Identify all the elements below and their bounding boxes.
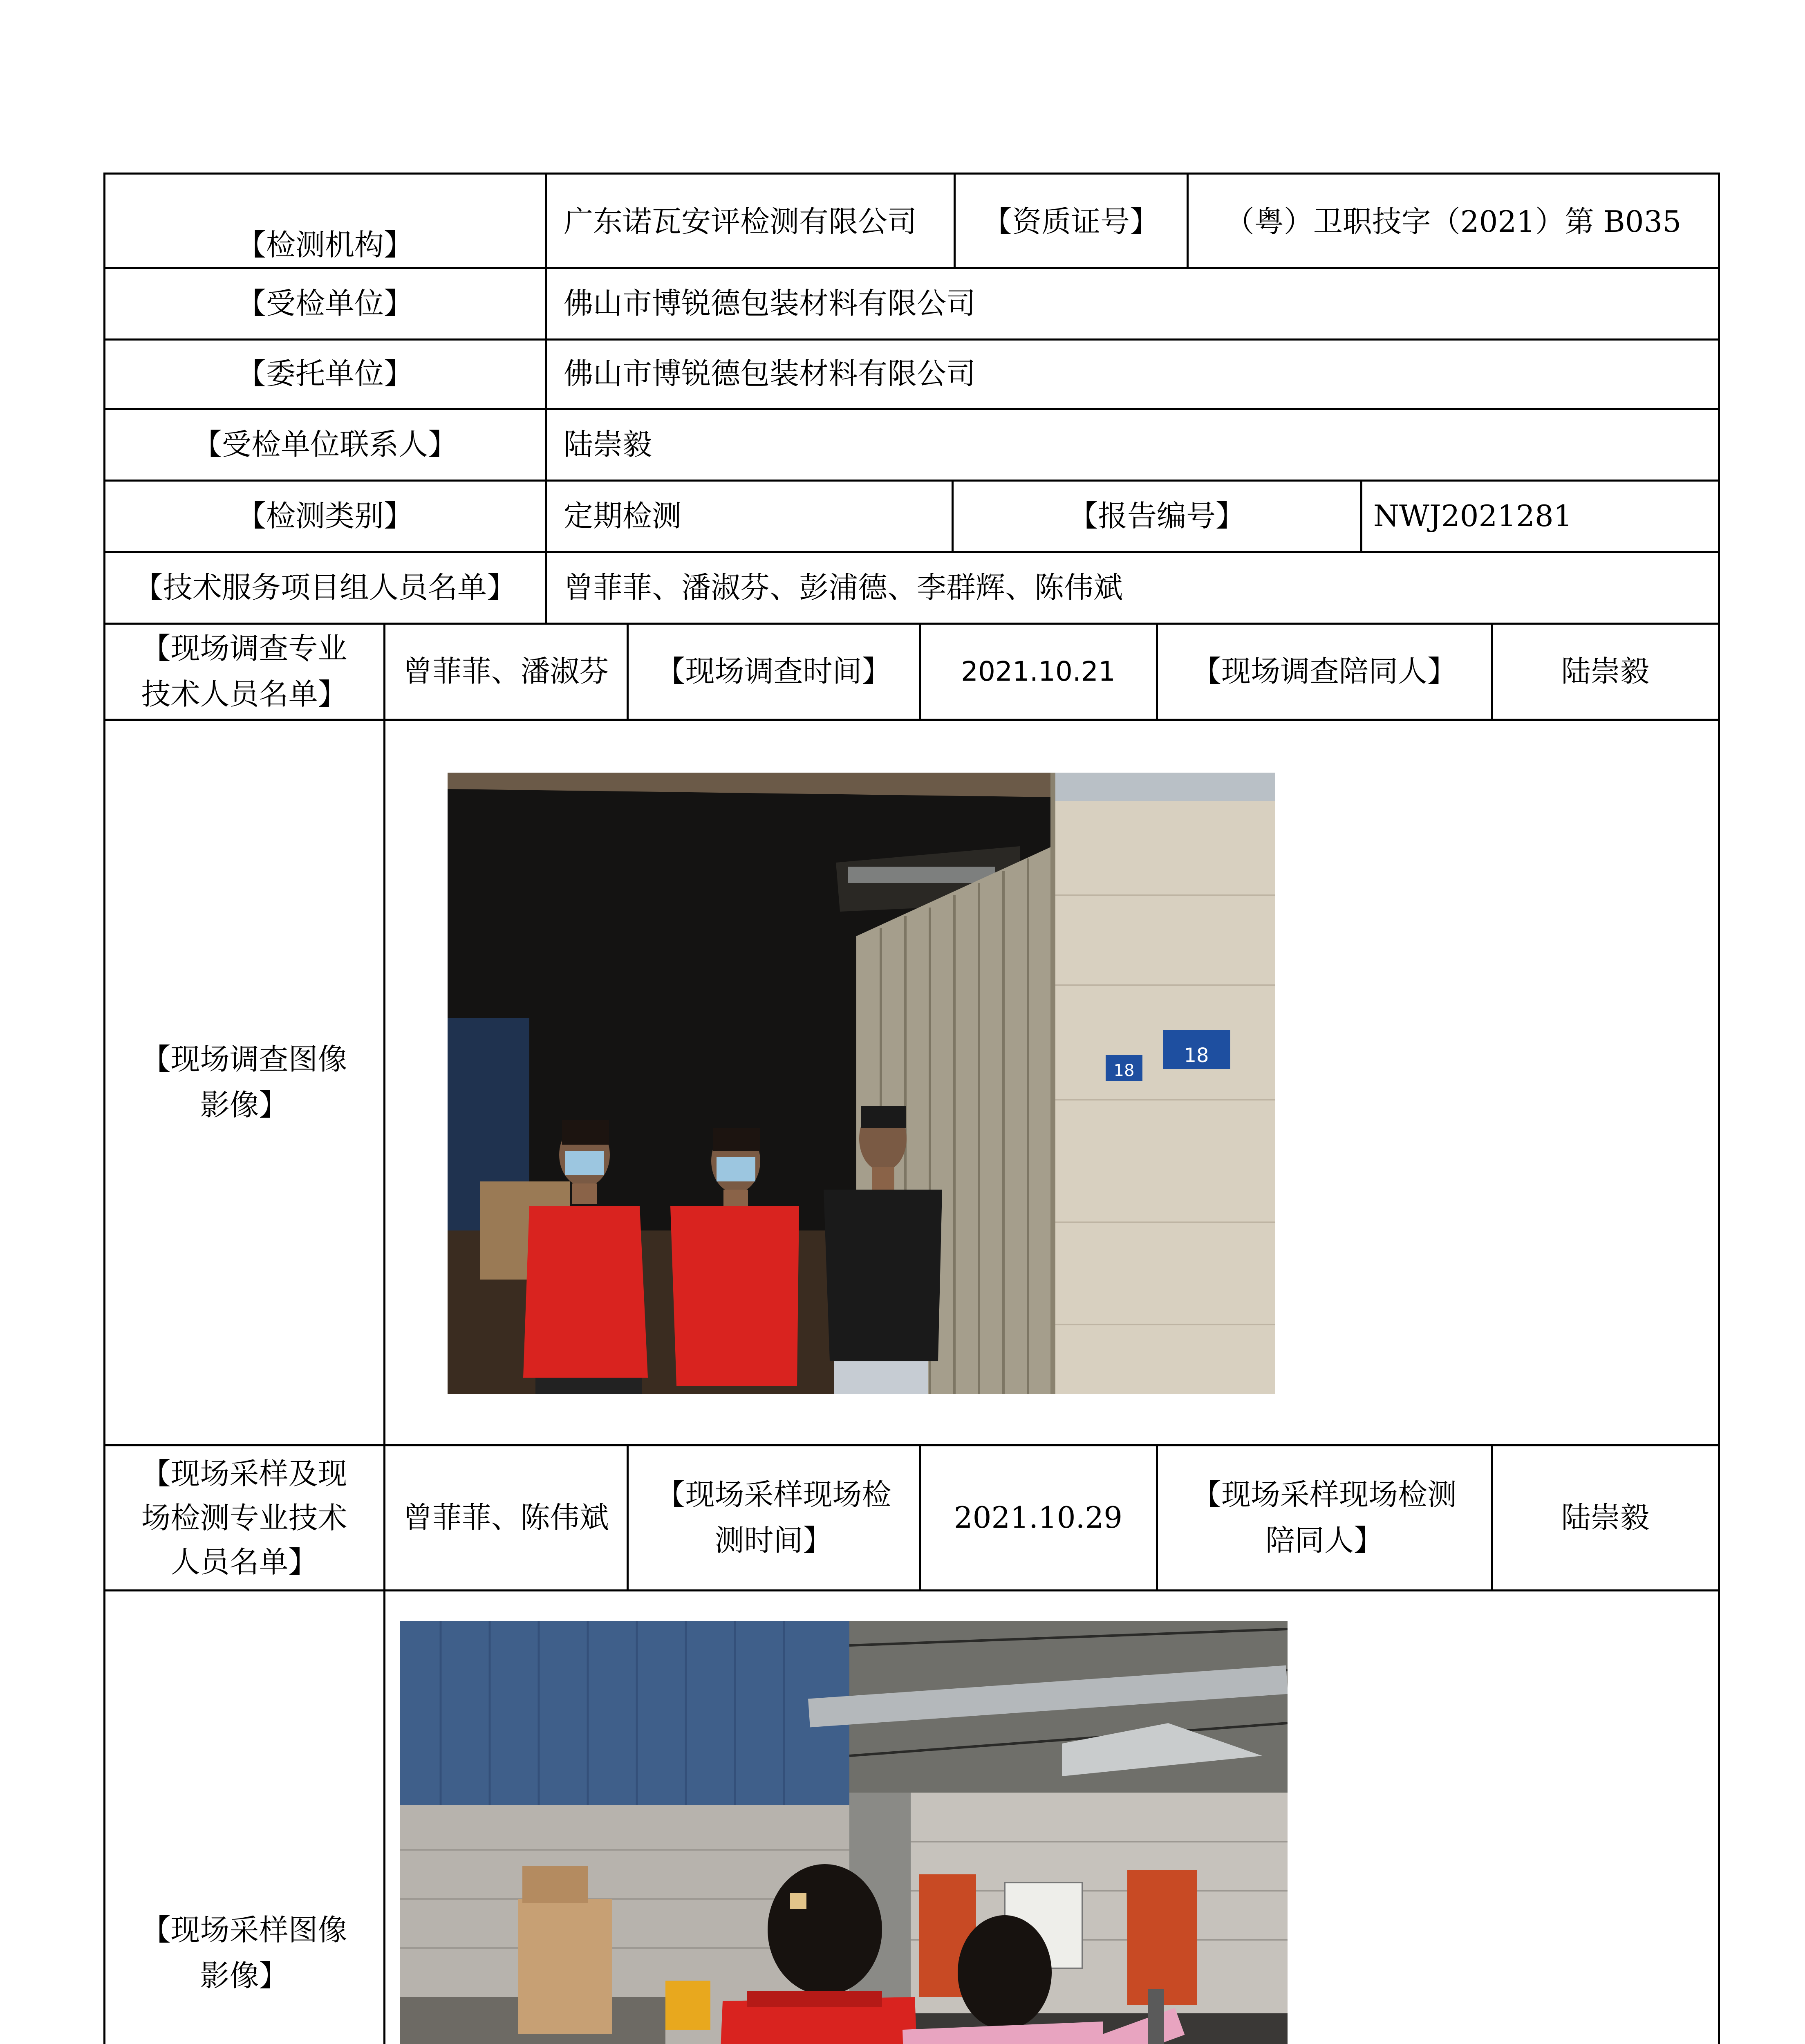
survey-time-value: 2021.10.21 — [961, 655, 1115, 687]
report-value: NWJ2021281 — [1373, 498, 1572, 533]
border-col-e-2 — [1491, 1444, 1493, 1591]
client-value: 佛山市博锐德包装材料有限公司 — [564, 356, 976, 391]
border-right — [1718, 173, 1720, 2044]
survey-time-label: 【现场调查时间】 — [656, 654, 891, 688]
inspected-label: 【受检单位】 — [236, 286, 413, 320]
contact-value: 陆崇毅 — [564, 427, 652, 462]
border-row-1 — [103, 267, 1720, 269]
cert-value: （粤）卫职技字（2021）第 B035 — [1225, 204, 1682, 239]
sampling-time-label: 【现场采样现场检 测时间】 — [656, 1477, 891, 1558]
sampling-companion-value: 陆崇毅 — [1561, 1500, 1650, 1535]
survey-companion-label: 【现场调查陪同人】 — [1191, 654, 1457, 688]
sampling-companion-label: 【现场采样现场检测 陪同人】 — [1191, 1477, 1457, 1558]
cert-label: 【资质证号】 — [982, 204, 1159, 239]
border-row-8 — [103, 1444, 1720, 1446]
area-number-text: 18 — [1184, 1044, 1209, 1067]
border-col-e-1 — [1491, 623, 1493, 721]
border-col-d-2 — [1156, 1444, 1158, 1591]
org-value: 广东诺瓦安评检测有限公司 — [564, 204, 917, 239]
category-value: 定期检测 — [564, 498, 682, 533]
border-col-label — [383, 623, 385, 2044]
border-row-5 — [103, 551, 1720, 553]
border-col-a — [545, 173, 547, 625]
border-col-b-2 — [627, 1444, 629, 1591]
border-row-3 — [103, 408, 1720, 410]
border-row-4 — [103, 480, 1720, 482]
report-label: 【报告编号】 — [1068, 498, 1245, 533]
border-top — [103, 173, 1720, 175]
border-col-c-1 — [919, 623, 921, 721]
team-value: 曾菲菲、潘淑芬、彭浦德、李群辉、陈伟斌 — [564, 570, 1123, 605]
client-label: 【委托单位】 — [236, 356, 413, 391]
border-col-report-r — [1360, 480, 1362, 553]
survey-photo — [448, 773, 1275, 1394]
team-label: 【技术服务项目组人员名单】 — [133, 570, 516, 605]
inspected-value: 佛山市博锐德包装材料有限公司 — [564, 286, 976, 320]
border-col-b-1 — [627, 623, 629, 721]
survey-staff-label: 【现场调查专业 技术人员名单】 — [141, 631, 347, 711]
contact-label: 【受检单位联系人】 — [192, 427, 457, 462]
border-col-d-1 — [1156, 623, 1158, 721]
category-label: 【检测类别】 — [236, 498, 413, 533]
border-col-report-l — [952, 480, 954, 553]
sampling-image-label: 【现场采样图像 影像】 — [141, 1912, 347, 1993]
sampling-time-value: 2021.10.29 — [954, 1500, 1123, 1535]
border-left — [103, 173, 105, 2044]
sampling-photo — [400, 1621, 1288, 2044]
org-label: 【检测机构】 — [236, 228, 413, 262]
survey-image-label: 【现场调查图像 影像】 — [141, 1042, 347, 1122]
border-col-c-2 — [919, 1444, 921, 1591]
border-row-2 — [103, 338, 1720, 341]
survey-companion-value: 陆崇毅 — [1561, 654, 1650, 688]
border-row-7 — [103, 719, 1720, 721]
door-number-text: 18 — [1113, 1061, 1135, 1080]
border-row-6 — [103, 623, 1720, 625]
border-col-cert-l — [954, 173, 956, 269]
survey-staff-value: 曾菲菲、潘淑芬 — [403, 654, 609, 688]
sampling-staff-label: 【现场采样及现 场检测专业技术 人员名单】 — [141, 1456, 347, 1579]
border-row-9 — [103, 1589, 1720, 1591]
border-col-cert-r — [1187, 173, 1189, 269]
sampling-staff-value: 曾菲菲、陈伟斌 — [403, 1500, 609, 1535]
